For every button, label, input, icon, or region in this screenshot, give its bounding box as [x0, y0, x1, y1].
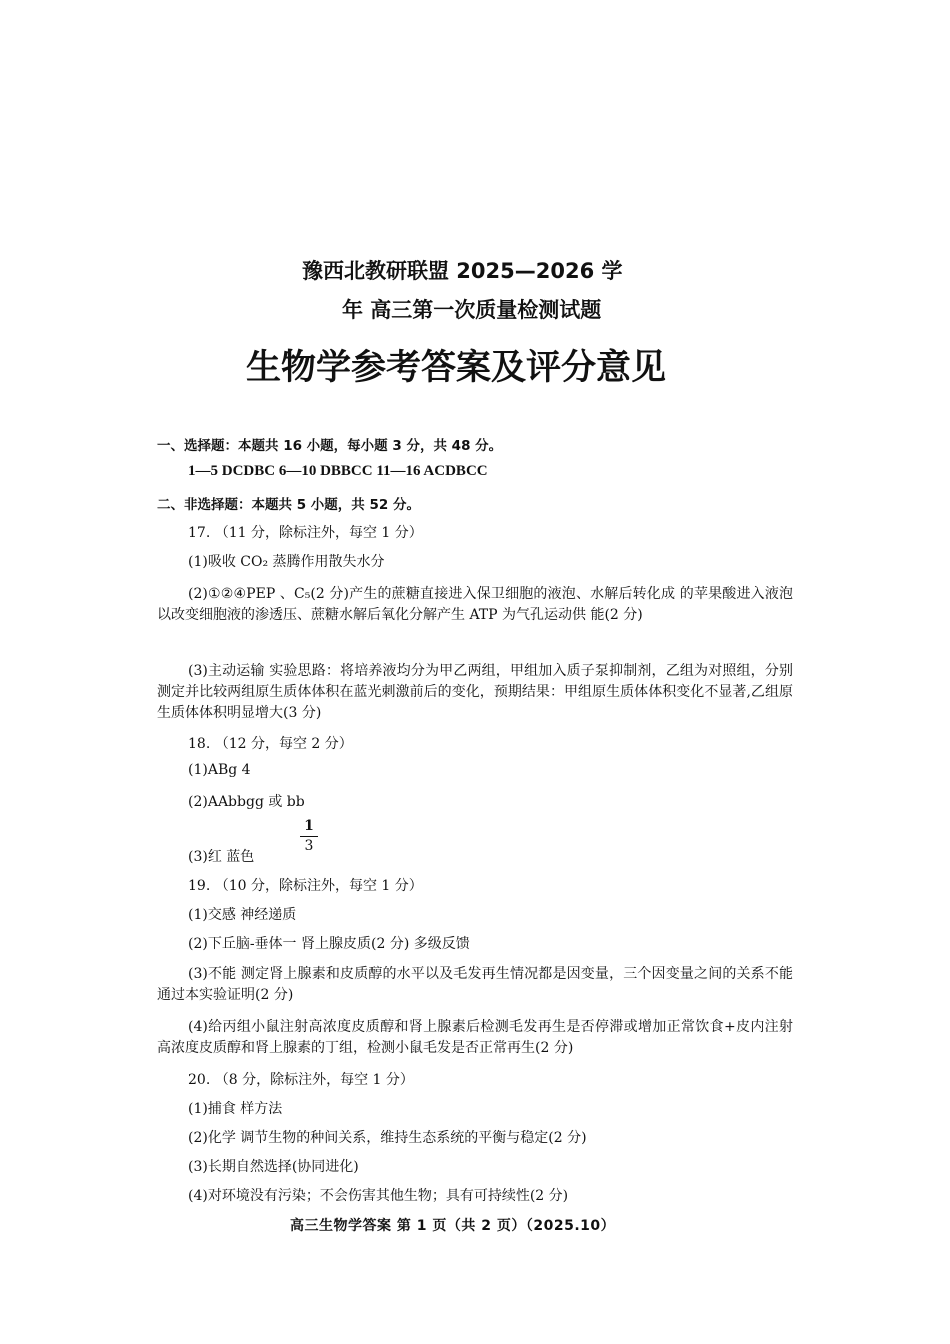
- main-title: 生物学参考答案及评分意见: [246, 348, 667, 388]
- q17-answer-3: (3)主动运输 实验思路：将培养液均分为甲乙两组，甲组加入质子泵抑制剂，乙组为对照组，分别测定并比较两组原生质体体积在蓝光刺激前后的变化，预期结果：甲组原生质体体积变化不显著,乙组原生质体体积明显增大(3 分): [157, 663, 793, 721]
- q17-answer-1: (1)吸收 CO₂ 蒸腾作用散失水分: [188, 554, 385, 570]
- q20-answer-2: (2)化学 调节生物的种间关系，维持生态系统的平衡与稳定(2 分): [188, 1130, 587, 1146]
- q18-answer-3: (3)红 蓝色: [188, 849, 255, 865]
- section1-heading: 一、选择题：本题共 16 小题，每小题 3 分，共 48 分。: [157, 438, 503, 454]
- fraction-denominator: 3: [304, 838, 314, 854]
- q18-answer-2: (2)AAbbgg 或 bb: [188, 794, 305, 810]
- q19-header: 19. （10 分，除标注外，每空 1 分）: [188, 878, 423, 894]
- title-line-2: 年 高三第一次质量检测试题: [342, 298, 602, 322]
- q18-answer-1: (1)ABg 4: [188, 762, 251, 778]
- fraction-one-third: [300, 818, 318, 855]
- q19-answer-3: (3)不能 测定肾上腺素和皮质醇的水平以及毛发再生情况都是因变量，三个因变量之间的关系不能通过本实验证明(2 分): [157, 966, 793, 1003]
- q19-answer-4: (4)给丙组小鼠注射高浓度皮质醇和肾上腺素后检测毛发再生是否停滞或增加正常饮食+皮内注射高浓度皮质醇和肾上腺素的丁组，检测小鼠毛发是否正常再生(2 分): [157, 1019, 793, 1056]
- q17-header: 17. （11 分，除标注外，每空 1 分）: [188, 525, 423, 541]
- q20-answer-1: (1)捕食 样方法: [188, 1101, 283, 1117]
- section2-heading: 二、非选择题：本题共 5 小题，共 52 分。: [157, 497, 420, 513]
- q20-answer-3: (3)长期自然选择(协同进化): [188, 1159, 359, 1175]
- q18-header: 18. （12 分，每空 2 分）: [188, 736, 353, 752]
- page-footer: 高三生物学答案 第 1 页（共 2 页）（2025.10）: [290, 1218, 616, 1234]
- q19-answer-2: (2)下丘脑-垂体一 肾上腺皮质(2 分) 多级反馈: [188, 936, 470, 952]
- section1-answers: 1—5 DCDBC 6—10 DBBCC 11—16 ACDBCC: [188, 463, 488, 479]
- q20-header: 20. （8 分，除标注外，每空 1 分）: [188, 1072, 414, 1088]
- q17-answer-2: (2)①②④PEP 、C₅(2 分)产生的蔗糖直接进入保卫细胞的液泡、水解后转化成 的苹果酸进入液泡以改变细胞液的渗透压、蔗糖水解后氧化分解产生 ATP 为气孔运动供 能(2 分): [157, 586, 793, 623]
- fraction-numerator: 1: [300, 818, 318, 837]
- q20-answer-4: (4)对环境没有污染；不会伤害其他生物；具有可持续性(2 分): [188, 1188, 569, 1204]
- title-line-1: 豫西北教研联盟 2025—2026 学: [302, 259, 623, 283]
- q19-answer-1: (1)交感 神经递质: [188, 907, 297, 923]
